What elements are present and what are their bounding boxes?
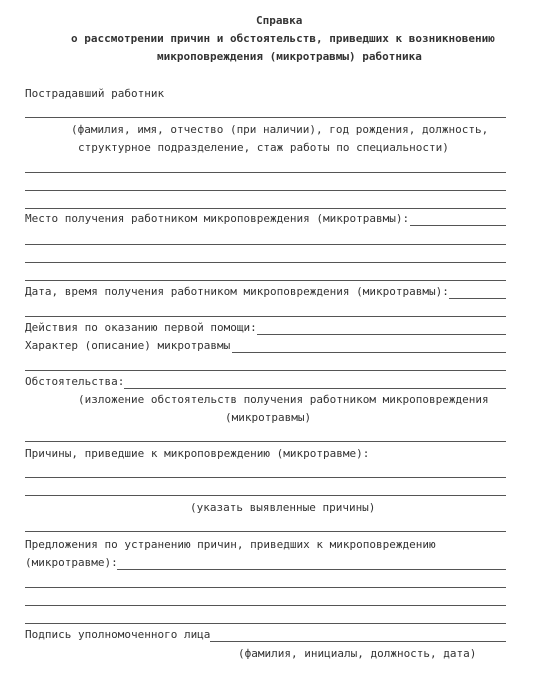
causes-field-line[interactable] — [25, 495, 506, 496]
nature-field-line[interactable] — [232, 352, 506, 353]
place-extra-line[interactable] — [25, 262, 506, 263]
datetime-label: Дата, время получения работником микроповреждения (микротравмы): — [25, 285, 449, 298]
victim-extra-line[interactable] — [25, 208, 506, 209]
victim-label: Пострадавший работник — [25, 87, 165, 100]
circumstances-extra-line[interactable] — [25, 441, 506, 442]
circumstances-hint-line2: (микротравмы) — [225, 411, 312, 424]
place-extra-line[interactable] — [25, 244, 506, 245]
signature-hint: (фамилия, инициалы, должность, дата) — [238, 647, 477, 660]
proposals-label-line1: Предложения по устранению причин, приведших к микроповреждению — [25, 538, 436, 551]
causes-field-line[interactable] — [25, 477, 506, 478]
place-field-line[interactable] — [410, 225, 506, 226]
proposals-extra-line[interactable] — [25, 623, 506, 624]
first-aid-label: Действия по оказанию первой помощи: — [25, 321, 257, 334]
victim-hint-line1: (фамилия, имя, отчество (при наличии), год рождения, должность, — [71, 123, 489, 136]
form-subtitle-line1: о рассмотрении причин и обстоятельств, приведших к возникновению — [71, 32, 495, 45]
nature-label: Характер (описание) микротравмы — [25, 339, 231, 352]
victim-extra-line[interactable] — [25, 190, 506, 191]
first-aid-field-line[interactable] — [257, 334, 506, 335]
nature-extra-line[interactable] — [25, 370, 506, 371]
victim-field-line[interactable] — [25, 117, 506, 118]
proposals-extra-line[interactable] — [25, 587, 506, 588]
causes-label: Причины, приведшие к микроповреждению (микротравме): — [25, 447, 370, 460]
proposals-field-line[interactable] — [117, 569, 506, 570]
causes-extra-line[interactable] — [25, 531, 506, 532]
victim-hint-line2: структурное подразделение, стаж работы по специальности) — [78, 141, 449, 154]
datetime-field-line[interactable] — [449, 298, 506, 299]
form-title: Справка — [256, 14, 303, 27]
circumstances-label: Обстоятельства: — [25, 375, 125, 388]
form-subtitle-line2: микроповреждения (микротравмы) работника — [157, 50, 422, 63]
causes-hint: (указать выявленные причины) — [190, 501, 376, 514]
proposals-label-line2: (микротравме): — [25, 556, 118, 569]
datetime-extra-line[interactable] — [25, 316, 506, 317]
place-extra-line[interactable] — [25, 280, 506, 281]
proposals-extra-line[interactable] — [25, 605, 506, 606]
place-label: Место получения работником микроповреждения (микротравмы): — [25, 212, 410, 225]
signature-label: Подпись уполномоченного лица — [25, 628, 211, 641]
circumstances-hint-line1: (изложение обстоятельств получения работником микроповреждения — [78, 393, 489, 406]
signature-field-line[interactable] — [210, 641, 506, 642]
circumstances-field-line[interactable] — [124, 388, 506, 389]
victim-extra-line[interactable] — [25, 172, 506, 173]
